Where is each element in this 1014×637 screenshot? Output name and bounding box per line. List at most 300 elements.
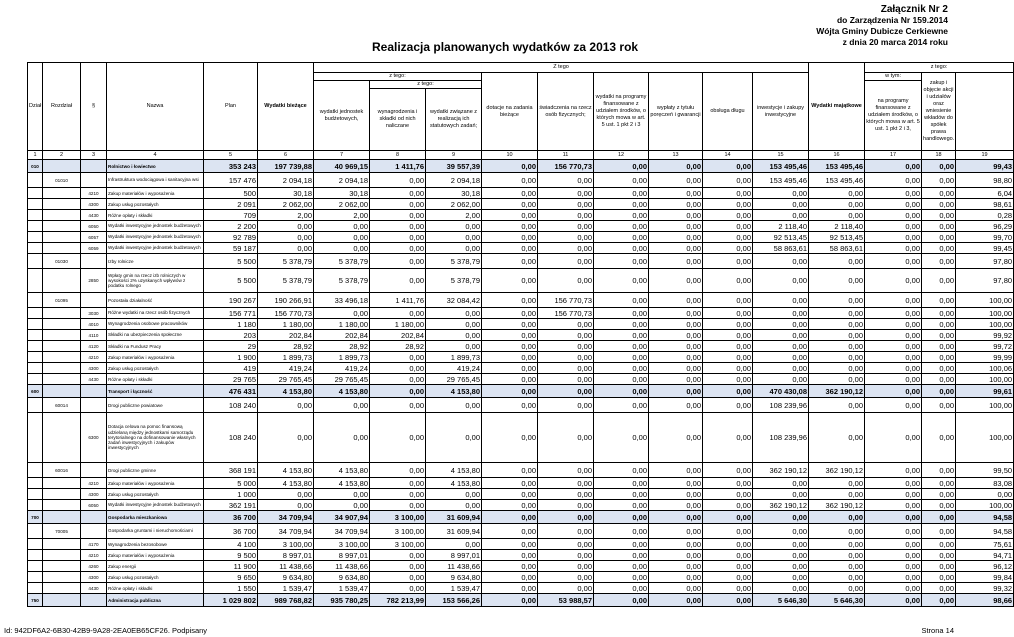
cell-value: 0,00: [482, 500, 538, 511]
cell-value: 0,00: [538, 572, 594, 583]
cell-percent: 96,29: [956, 221, 1014, 232]
cell-value: 0,00: [865, 330, 922, 341]
cell-value: 156 770,73: [258, 308, 314, 319]
cell-rozdzial: [43, 478, 81, 489]
cell-name: Gospodarka gruntami i nieruchomościami: [107, 524, 204, 539]
cell-plan: 5 500: [204, 269, 258, 293]
cell-value: 0,00: [753, 572, 809, 583]
cell-value: 0,00: [703, 254, 753, 269]
cell-value: 0,00: [594, 319, 649, 330]
cell-percent: 75,61: [956, 539, 1014, 550]
cell-value: 0,00: [594, 511, 649, 524]
cell-value: 1 539,47: [258, 583, 314, 594]
cell-name: Wydatki inwestycyjne jednostek budżetowych: [107, 221, 204, 232]
cell-value: 0,00: [594, 550, 649, 561]
table-row: [28, 330, 1014, 341]
cell-value: 0,00: [865, 293, 922, 308]
cell-paragraph: [81, 293, 107, 308]
cell-value: 0,00: [594, 243, 649, 254]
cell-dzial: [28, 500, 43, 511]
cell-value: 0,00: [649, 243, 703, 254]
cell-value: 0,00: [703, 232, 753, 243]
table-row-section: [28, 594, 1014, 607]
cell-value: 153 495,46: [809, 160, 865, 173]
cell-rozdzial: [43, 341, 81, 352]
cell-value: 0,00: [922, 160, 956, 173]
cell-value: 0,00: [370, 489, 426, 500]
expenditure-table: [27, 62, 1014, 607]
cell-percent: 99,43: [956, 160, 1014, 173]
table-row: [28, 550, 1014, 561]
cell-value: 1 899,73: [426, 352, 482, 363]
cell-value: 0,00: [538, 561, 594, 572]
cell-value: 34 709,94: [258, 511, 314, 524]
cell-value: 0,00: [865, 594, 922, 607]
cell-value: 31 609,94: [426, 511, 482, 524]
col-salaries: wynagrodzenia i składki od nich naliczane: [370, 89, 426, 151]
cell-dzial: [28, 221, 43, 232]
cell-rozdzial: [43, 160, 81, 173]
column-number: 11: [538, 151, 594, 160]
cell-rozdzial: [43, 199, 81, 210]
cell-value: 0,00: [594, 341, 649, 352]
cell-value: 935 780,25: [314, 594, 370, 607]
cell-value: 0,00: [922, 398, 956, 413]
cell-value: 0,00: [753, 524, 809, 539]
cell-value: 0,00: [314, 232, 370, 243]
table-row: [28, 232, 1014, 243]
cell-value: 0,00: [649, 594, 703, 607]
col-dzial: Dział: [28, 63, 43, 151]
cell-value: 0,00: [370, 243, 426, 254]
cell-value: 0,00: [753, 199, 809, 210]
column-number: 19: [956, 151, 1014, 160]
cell-plan: 59 187: [204, 243, 258, 254]
cell-value: 0,00: [594, 173, 649, 188]
cell-value: 0,00: [809, 550, 865, 561]
cell-value: 0,00: [594, 269, 649, 293]
header-authority: Wójta Gminy Dubicze Cerkiewne: [816, 26, 948, 36]
cell-value: 0,00: [922, 463, 956, 478]
table-row-section: [28, 385, 1014, 398]
cell-dzial: [28, 243, 43, 254]
table-row-chapter: [28, 254, 1014, 269]
cell-value: 0,00: [594, 572, 649, 583]
cell-plan: 2 200: [204, 221, 258, 232]
cell-value: 0,00: [314, 500, 370, 511]
cell-plan: 500: [204, 188, 258, 199]
cell-name: Rolnictwo i łowiectwo: [107, 160, 204, 173]
cell-value: 0,00: [594, 489, 649, 500]
cell-name: Wynagrodzenia bezosobowe: [107, 539, 204, 550]
col-current-expenses: Wydatki bieżące: [258, 63, 314, 151]
cell-value: 0,00: [703, 319, 753, 330]
cell-value: 0,00: [426, 243, 482, 254]
cell-value: 58 863,61: [753, 243, 809, 254]
header-annex: Załącznik Nr 2: [880, 4, 948, 15]
cell-value: 0,00: [649, 561, 703, 572]
cell-plan: 157 476: [204, 173, 258, 188]
cell-plan: 156 771: [204, 308, 258, 319]
cell-dzial: [28, 363, 43, 374]
cell-value: 0,00: [865, 173, 922, 188]
table-row: [28, 583, 1014, 594]
cell-value: 0,00: [703, 489, 753, 500]
cell-name: Różne opłaty i składki: [107, 374, 204, 385]
cell-rozdzial: [43, 561, 81, 572]
cell-paragraph: 6057: [81, 232, 107, 243]
cell-value: 0,00: [649, 221, 703, 232]
cell-value: 29 765,45: [426, 374, 482, 385]
cell-value: 0,00: [865, 500, 922, 511]
cell-name: Wydatki inwestycyjne jednostek budżetowych: [107, 500, 204, 511]
cell-value: 0,00: [258, 489, 314, 500]
cell-value: 362 190,12: [809, 385, 865, 398]
cell-dzial: 600: [28, 385, 43, 398]
cell-value: 5 378,79: [314, 254, 370, 269]
cell-rozdzial: [43, 539, 81, 550]
cell-value: 0,00: [809, 341, 865, 352]
cell-dzial: [28, 413, 43, 463]
cell-value: 0,00: [865, 160, 922, 173]
cell-percent: 99,70: [956, 232, 1014, 243]
cell-value: 0,00: [314, 243, 370, 254]
column-number: 5: [204, 151, 258, 160]
cell-value: 0,00: [809, 572, 865, 583]
cell-value: 0,00: [482, 478, 538, 489]
cell-paragraph: 4210: [81, 478, 107, 489]
cell-value: 3 100,00: [258, 539, 314, 550]
column-number: 1: [28, 151, 43, 160]
cell-value: 0,00: [703, 413, 753, 463]
cell-value: 31 609,94: [426, 524, 482, 539]
cell-value: 0,00: [482, 188, 538, 199]
table-row: [28, 199, 1014, 210]
cell-name: Dotacja celowa na pomoc finansową udzielaną między jednostkami samorządu terytorialnego na dofinansowanie własnych zadań inwestycyjnych i zakupów inwestycyjnych: [107, 413, 204, 463]
cell-rozdzial: [43, 243, 81, 254]
cell-rozdzial: [43, 352, 81, 363]
cell-value: 0,00: [649, 293, 703, 308]
cell-name: Drogi publiczne gminne: [107, 463, 204, 478]
table-row: [28, 500, 1014, 511]
cell-name: Różne wydatki na rzecz osób fizycznych: [107, 308, 204, 319]
cell-value: 0,00: [594, 254, 649, 269]
cell-value: 1 180,00: [314, 319, 370, 330]
column-number: 10: [482, 151, 538, 160]
cell-value: 197 739,88: [258, 160, 314, 173]
table-row: [28, 478, 1014, 489]
column-number: 16: [809, 151, 865, 160]
cell-value: 0,00: [809, 210, 865, 221]
cell-value: 92 513,45: [809, 232, 865, 243]
cell-paragraph: 4300: [81, 199, 107, 210]
cell-value: 0,00: [482, 363, 538, 374]
table-row-chapter: [28, 524, 1014, 539]
cell-value: 0,00: [809, 254, 865, 269]
cell-value: 0,00: [865, 232, 922, 243]
cell-value: 0,00: [865, 572, 922, 583]
cell-value: 0,00: [753, 254, 809, 269]
cell-value: 0,00: [922, 594, 956, 607]
cell-value: 0,00: [426, 398, 482, 413]
cell-paragraph: [81, 160, 107, 173]
cell-value: 0,00: [370, 413, 426, 463]
cell-value: 34 709,94: [314, 524, 370, 539]
cell-percent: 96,12: [956, 561, 1014, 572]
column-number: 12: [594, 151, 649, 160]
cell-percent: 100,00: [956, 308, 1014, 319]
cell-rozdzial: [43, 269, 81, 293]
cell-dzial: [28, 254, 43, 269]
cell-dzial: 010: [28, 160, 43, 173]
cell-value: 0,00: [258, 413, 314, 463]
cell-value: 0,00: [703, 221, 753, 232]
cell-value: 0,00: [922, 243, 956, 254]
col-investments: inwestycje i zakupy inwestycyjne: [753, 73, 809, 151]
cell-value: 0,00: [649, 463, 703, 478]
cell-dzial: [28, 489, 43, 500]
cell-value: 0,00: [865, 539, 922, 550]
cell-percent: 94,58: [956, 524, 1014, 539]
cell-value: 0,00: [482, 413, 538, 463]
cell-value: 8 997,01: [314, 550, 370, 561]
cell-value: 0,00: [922, 221, 956, 232]
cell-value: 0,00: [594, 363, 649, 374]
cell-paragraph: 4260: [81, 561, 107, 572]
cell-rozdzial: [43, 413, 81, 463]
cell-paragraph: 4110: [81, 330, 107, 341]
cell-dzial: [28, 583, 43, 594]
column-number: 7: [314, 151, 370, 160]
cell-value: 4 153,80: [314, 385, 370, 398]
cell-value: 0,00: [703, 511, 753, 524]
cell-value: 0,00: [703, 308, 753, 319]
cell-value: 32 084,42: [426, 293, 482, 308]
cell-value: 0,00: [703, 363, 753, 374]
cell-name: Gospodarka mieszkaniowa: [107, 511, 204, 524]
table-row: [28, 352, 1014, 363]
cell-value: 0,00: [482, 561, 538, 572]
cell-dzial: 700: [28, 511, 43, 524]
cell-value: 0,00: [649, 188, 703, 199]
document-id: Id: 942DF6A2-6B30-42B9-9A28-2EA0EB65CF26. Podpisany: [4, 626, 208, 635]
col-capital-of-which: z tego:: [865, 63, 1014, 73]
cell-value: 11 438,66: [258, 561, 314, 572]
cell-value: 0,00: [865, 385, 922, 398]
table-row: [28, 188, 1014, 199]
cell-value: 0,00: [703, 188, 753, 199]
document-header: [816, 4, 948, 48]
cell-value: 28,92: [370, 341, 426, 352]
cell-rozdzial: 70005: [43, 524, 81, 539]
cell-percent: 0,28: [956, 210, 1014, 221]
cell-value: 0,00: [703, 500, 753, 511]
cell-name: Zakup materiałów i wyposażenia: [107, 550, 204, 561]
cell-value: 0,00: [426, 319, 482, 330]
cell-value: 0,00: [922, 550, 956, 561]
cell-dzial: [28, 210, 43, 221]
cell-plan: 36 700: [204, 511, 258, 524]
cell-value: 0,00: [809, 524, 865, 539]
cell-value: 2 094,18: [314, 173, 370, 188]
cell-percent: 100,00: [956, 500, 1014, 511]
cell-value: 0,00: [703, 330, 753, 341]
cell-value: 190 266,91: [258, 293, 314, 308]
cell-value: 0,00: [753, 374, 809, 385]
cell-value: 0,00: [649, 254, 703, 269]
cell-value: 5 378,79: [426, 254, 482, 269]
cell-value: 0,00: [482, 352, 538, 363]
cell-value: 2 118,40: [809, 221, 865, 232]
cell-value: 0,00: [922, 489, 956, 500]
header-date: z dnia 20 marca 2014 roku: [842, 37, 948, 47]
cell-value: 0,00: [482, 199, 538, 210]
cell-value: 0,00: [703, 352, 753, 363]
cell-value: 39 557,39: [426, 160, 482, 173]
cell-value: 0,00: [649, 269, 703, 293]
cell-value: 0,00: [649, 308, 703, 319]
cell-value: 0,00: [865, 489, 922, 500]
cell-value: 1 180,00: [258, 319, 314, 330]
cell-value: 202,84: [258, 330, 314, 341]
cell-value: 0,00: [703, 478, 753, 489]
cell-value: 0,00: [649, 478, 703, 489]
cell-name: Zakup materiałów i wyposażenia: [107, 478, 204, 489]
cell-paragraph: 4300: [81, 363, 107, 374]
cell-plan: 1 180: [204, 319, 258, 330]
cell-plan: 9 500: [204, 550, 258, 561]
cell-value: 0,00: [538, 511, 594, 524]
cell-name: Różne opłaty i składki: [107, 583, 204, 594]
cell-value: 0,00: [370, 269, 426, 293]
cell-value: 0,00: [649, 413, 703, 463]
cell-value: 362 190,12: [809, 500, 865, 511]
cell-value: 0,00: [922, 232, 956, 243]
cell-name: Transport i łączność: [107, 385, 204, 398]
table-row: [28, 243, 1014, 254]
cell-dzial: [28, 572, 43, 583]
cell-value: 2 094,18: [426, 173, 482, 188]
cell-value: 0,00: [865, 341, 922, 352]
cell-value: 0,00: [922, 199, 956, 210]
cell-value: 0,00: [370, 188, 426, 199]
cell-value: 0,00: [922, 500, 956, 511]
cell-value: 419,24: [258, 363, 314, 374]
cell-value: 30,18: [258, 188, 314, 199]
cell-rozdzial: [43, 489, 81, 500]
cell-rozdzial: [43, 188, 81, 199]
cell-value: 153 566,26: [426, 594, 482, 607]
col-shares: zakup i objęcie akcji i udziałów oraz wniesienie wkładów do spółek prawa handlowego.: [922, 73, 956, 151]
cell-value: 0,00: [482, 308, 538, 319]
col-statutory: wydatki związane z realizacją ich statutowych zadań;: [426, 89, 482, 151]
page-title: Realizacja planowanych wydatków za 2013 rok: [372, 40, 639, 54]
cell-paragraph: 6050: [81, 500, 107, 511]
cell-value: 0,00: [922, 352, 956, 363]
cell-value: 5 646,30: [809, 594, 865, 607]
cell-name: Administracja publiczna: [107, 594, 204, 607]
cell-value: 0,00: [703, 210, 753, 221]
cell-value: 0,00: [649, 385, 703, 398]
cell-value: 0,00: [482, 398, 538, 413]
cell-percent: 98,66: [956, 594, 1014, 607]
cell-value: 0,00: [538, 352, 594, 363]
cell-value: 156 770,73: [538, 160, 594, 173]
cell-value: 4 153,80: [258, 385, 314, 398]
cell-value: 1 411,76: [370, 160, 426, 173]
cell-paragraph: [81, 398, 107, 413]
cell-value: 0,00: [922, 319, 956, 330]
cell-value: 0,00: [426, 330, 482, 341]
header-order: do Zarządzenia Nr 159.2014: [836, 15, 948, 25]
cell-value: 362 190,12: [753, 463, 809, 478]
cell-rozdzial: [43, 385, 81, 398]
cell-value: 0,00: [809, 319, 865, 330]
cell-value: 1 539,47: [426, 583, 482, 594]
cell-value: 202,84: [314, 330, 370, 341]
col-of-which-label: w tym:: [865, 73, 922, 81]
cell-value: 0,00: [809, 398, 865, 413]
cell-value: 5 378,79: [314, 269, 370, 293]
cell-value: 0,00: [809, 478, 865, 489]
cell-value: 0,00: [482, 341, 538, 352]
cell-value: 0,00: [370, 199, 426, 210]
table-row: [28, 572, 1014, 583]
cell-value: 0,00: [538, 550, 594, 561]
cell-value: 0,00: [703, 199, 753, 210]
cell-value: 0,00: [538, 254, 594, 269]
cell-value: 0,00: [594, 330, 649, 341]
cell-value: 0,00: [649, 341, 703, 352]
table-row: [28, 269, 1014, 293]
cell-value: 0,00: [482, 374, 538, 385]
cell-value: 0,00: [426, 539, 482, 550]
cell-value: 0,00: [703, 269, 753, 293]
cell-percent: 98,80: [956, 173, 1014, 188]
cell-value: 0,00: [865, 319, 922, 330]
cell-value: 0,00: [370, 173, 426, 188]
cell-value: 0,00: [370, 550, 426, 561]
cell-value: 58 863,61: [809, 243, 865, 254]
column-number: 4: [107, 151, 204, 160]
cell-value: 0,00: [649, 232, 703, 243]
cell-value: 0,00: [809, 363, 865, 374]
cell-value: 0,00: [538, 210, 594, 221]
column-number: 15: [753, 151, 809, 160]
cell-value: 2,00: [258, 210, 314, 221]
cell-value: 0,00: [594, 308, 649, 319]
cell-value: 3 100,00: [314, 539, 370, 550]
cell-value: 0,00: [482, 463, 538, 478]
col-units-of-which-2: z tego:: [370, 81, 482, 89]
cell-value: 470 430,08: [753, 385, 809, 398]
table-row-chapter: [28, 173, 1014, 188]
cell-value: 11 438,66: [426, 561, 482, 572]
cell-value: 0,00: [922, 511, 956, 524]
cell-value: 0,00: [370, 210, 426, 221]
cell-dzial: [28, 269, 43, 293]
cell-rozdzial: [43, 232, 81, 243]
cell-plan: 1 000: [204, 489, 258, 500]
cell-paragraph: 4210: [81, 188, 107, 199]
column-number-row: [28, 151, 1014, 160]
cell-value: 0,00: [482, 594, 538, 607]
table-row-chapter: [28, 293, 1014, 308]
cell-plan: 29 765: [204, 374, 258, 385]
cell-value: 0,00: [922, 210, 956, 221]
cell-percent: 99,32: [956, 583, 1014, 594]
cell-value: 0,00: [865, 561, 922, 572]
